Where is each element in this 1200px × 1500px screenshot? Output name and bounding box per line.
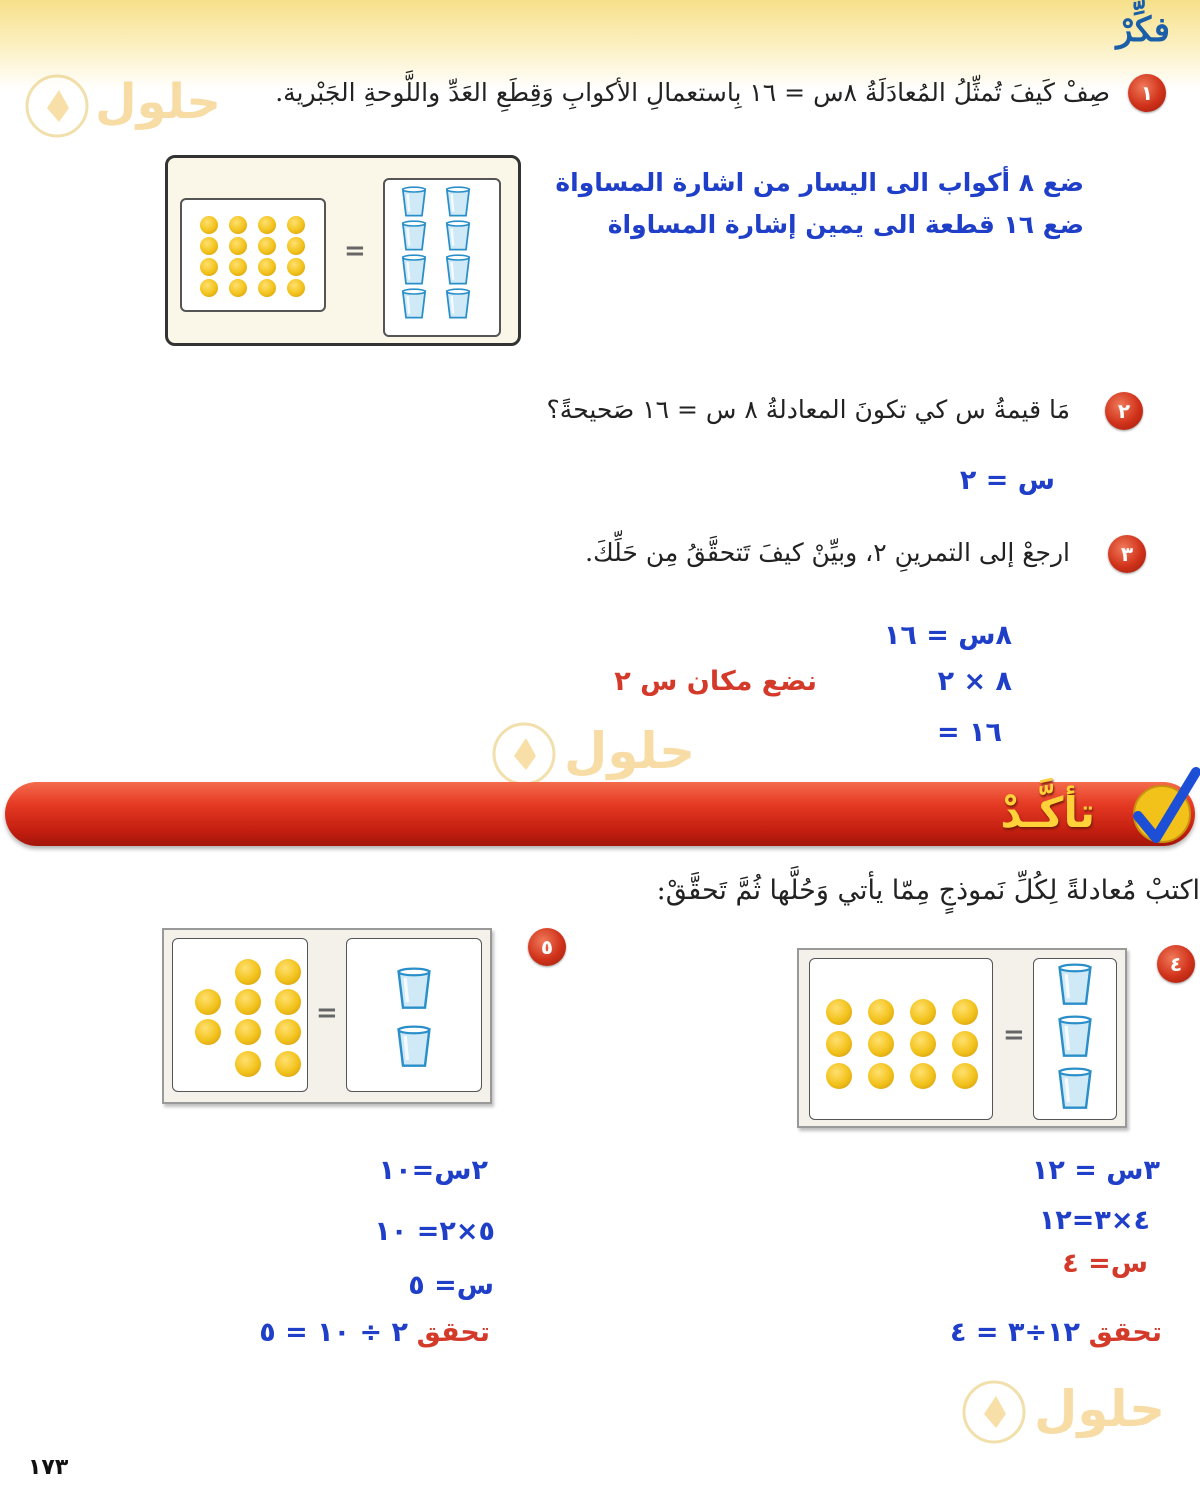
cup-icon bbox=[395, 967, 433, 1011]
counter-chip bbox=[200, 258, 218, 276]
watermark-logo bbox=[962, 1378, 1172, 1448]
check-value: ١٢÷٣ = ٤ bbox=[950, 1317, 1081, 1348]
counter-chip bbox=[235, 1019, 261, 1045]
question-3-text: ارجعْ إلى التمرينِ ٢، وبيِّنْ كيفَ تَتحقَّقُ مِن حَلِّكَ. bbox=[585, 538, 1070, 567]
counter-chip bbox=[258, 258, 276, 276]
cup-icon bbox=[1056, 963, 1094, 1007]
counter-chip bbox=[258, 237, 276, 255]
counter-chip bbox=[229, 279, 247, 297]
counter-chip bbox=[952, 1063, 978, 1089]
check-label: تحقق bbox=[1088, 1317, 1162, 1348]
counter-chip bbox=[826, 999, 852, 1025]
counter-chip bbox=[287, 237, 305, 255]
cup-icon bbox=[395, 1025, 433, 1069]
counter-chip bbox=[229, 258, 247, 276]
counters-pan bbox=[172, 938, 308, 1092]
counter-chip bbox=[287, 258, 305, 276]
q1-answer-line-1: ضع ٨ أكواب الى اليسار من اشارة المساواة bbox=[555, 168, 1084, 197]
counter-chip bbox=[287, 216, 305, 234]
q4-line-3: س= ٤ bbox=[1062, 1248, 1148, 1279]
counter-chip bbox=[235, 989, 261, 1015]
counter-chip bbox=[826, 1031, 852, 1057]
watermark-text: حلول bbox=[1034, 1380, 1166, 1438]
question-1-text: صِفْ كَيفَ تُمثِّلُ المُعادَلَةُ ٨س = ١٦ بِاستعمالِ الأكوابِ وَقِطَعِ العَدِّ واللَّوحةِ الجَبْرية. bbox=[275, 78, 1110, 107]
algebra-mat-q1 bbox=[165, 155, 521, 346]
checkmark-icon bbox=[1128, 764, 1200, 850]
q5-line-3: س= ٥ bbox=[408, 1270, 494, 1301]
question-2-text: مَا قيمةُ س كي تكونَ المعادلةُ ٨ س = ١٦ صَحيحةً؟ bbox=[546, 395, 1070, 424]
q4-line-1: ٣س = ١٢ bbox=[1031, 1155, 1160, 1186]
counter-chip bbox=[910, 1063, 936, 1089]
counter-chip bbox=[195, 989, 221, 1015]
equals-sign: = bbox=[316, 998, 338, 1028]
counters-grid bbox=[826, 999, 986, 1099]
counter-chip bbox=[258, 216, 276, 234]
question-number-2: ٢ bbox=[1105, 392, 1143, 430]
cups-pan bbox=[383, 178, 501, 337]
cup-icon bbox=[443, 186, 473, 218]
q4-check bbox=[950, 1317, 1162, 1348]
counter-chip bbox=[275, 1019, 301, 1045]
counter-chip bbox=[275, 959, 301, 985]
cups-pan bbox=[346, 938, 482, 1092]
instruction-text: اكتبْ مُعادلةً لِكُلِّ نَموذجٍ مِمّا يأتي وَحُلَّها ثُمَّ تَحقَّقْ: bbox=[656, 875, 1200, 906]
check-label: تحقق bbox=[416, 1317, 490, 1348]
section-title-confirm: تأكَّـدْ bbox=[1000, 788, 1095, 837]
counter-chip bbox=[952, 999, 978, 1025]
cup-icon bbox=[1056, 1015, 1094, 1059]
q5-check bbox=[259, 1317, 490, 1348]
counter-chip bbox=[200, 237, 218, 255]
watermark-logo bbox=[492, 720, 702, 790]
check-value: ٢ ÷ ١٠ = ٥ bbox=[259, 1317, 409, 1348]
cup-icon bbox=[399, 220, 429, 252]
counter-chip bbox=[275, 1051, 301, 1077]
counter-chip bbox=[868, 1063, 894, 1089]
q4-line-2: ٤×٣=١٢ bbox=[1038, 1205, 1150, 1236]
cups-grid bbox=[399, 186, 489, 326]
cup-icon bbox=[1056, 1067, 1094, 1111]
question-number-3: ٣ bbox=[1108, 535, 1146, 573]
counter-chip bbox=[235, 959, 261, 985]
watermark-text: حلول bbox=[95, 74, 221, 130]
counters-pan bbox=[180, 198, 326, 312]
counter-chip bbox=[910, 1031, 936, 1057]
watermark-text: حلول bbox=[564, 722, 696, 780]
algebra-mat-q5 bbox=[162, 928, 492, 1104]
counter-chip bbox=[229, 216, 247, 234]
counter-chip bbox=[275, 989, 301, 1015]
page-number: ١٧٣ bbox=[28, 1455, 69, 1480]
counter-chip bbox=[200, 279, 218, 297]
algebra-mat-q4 bbox=[797, 948, 1127, 1128]
q2-answer: س = ٢ bbox=[959, 465, 1055, 496]
section-title-think: فكِّرْ bbox=[1116, 10, 1170, 50]
counters-pan bbox=[809, 958, 993, 1120]
counter-chip bbox=[235, 1051, 261, 1077]
cup-icon bbox=[399, 254, 429, 286]
counter-chip bbox=[195, 1019, 221, 1045]
counter-chip bbox=[287, 279, 305, 297]
counter-chip bbox=[868, 1031, 894, 1057]
cups-grid bbox=[1056, 963, 1096, 1118]
counter-chip bbox=[200, 216, 218, 234]
cups-grid bbox=[395, 967, 435, 1077]
counter-chip bbox=[229, 237, 247, 255]
q3-line-1: ٨س = ١٦ bbox=[883, 620, 1012, 651]
q5-line-2: ٥×٢= ١٠ bbox=[374, 1216, 495, 1247]
counter-chip bbox=[868, 999, 894, 1025]
cup-icon bbox=[399, 186, 429, 218]
cup-icon bbox=[399, 288, 429, 320]
counter-chip bbox=[952, 1031, 978, 1057]
counter-chip bbox=[826, 1063, 852, 1089]
cup-icon bbox=[443, 288, 473, 320]
counter-chip bbox=[258, 279, 276, 297]
cup-icon bbox=[443, 220, 473, 252]
q3-line-3: = ١٦ bbox=[937, 717, 1002, 748]
q5-line-1: ٢س=١٠ bbox=[378, 1155, 488, 1186]
q3-substitution-note: نضع مكان س ٢ bbox=[614, 666, 817, 697]
counter-chip bbox=[910, 999, 936, 1025]
counters-grid bbox=[200, 216, 310, 296]
question-number-4: ٤ bbox=[1157, 945, 1195, 983]
cups-pan bbox=[1033, 958, 1117, 1120]
counters-grid bbox=[183, 959, 303, 1079]
equals-sign: = bbox=[1003, 1020, 1025, 1050]
cup-icon bbox=[443, 254, 473, 286]
question-number-5: ٥ bbox=[528, 928, 566, 966]
q1-answer-line-2: ضع ١٦ قطعة الى يمين إشارة المساواة bbox=[607, 210, 1084, 239]
question-number-1: ١ bbox=[1128, 74, 1166, 112]
q3-line-2: ٨ × ٢ bbox=[937, 666, 1012, 697]
equals-sign: = bbox=[344, 236, 366, 266]
